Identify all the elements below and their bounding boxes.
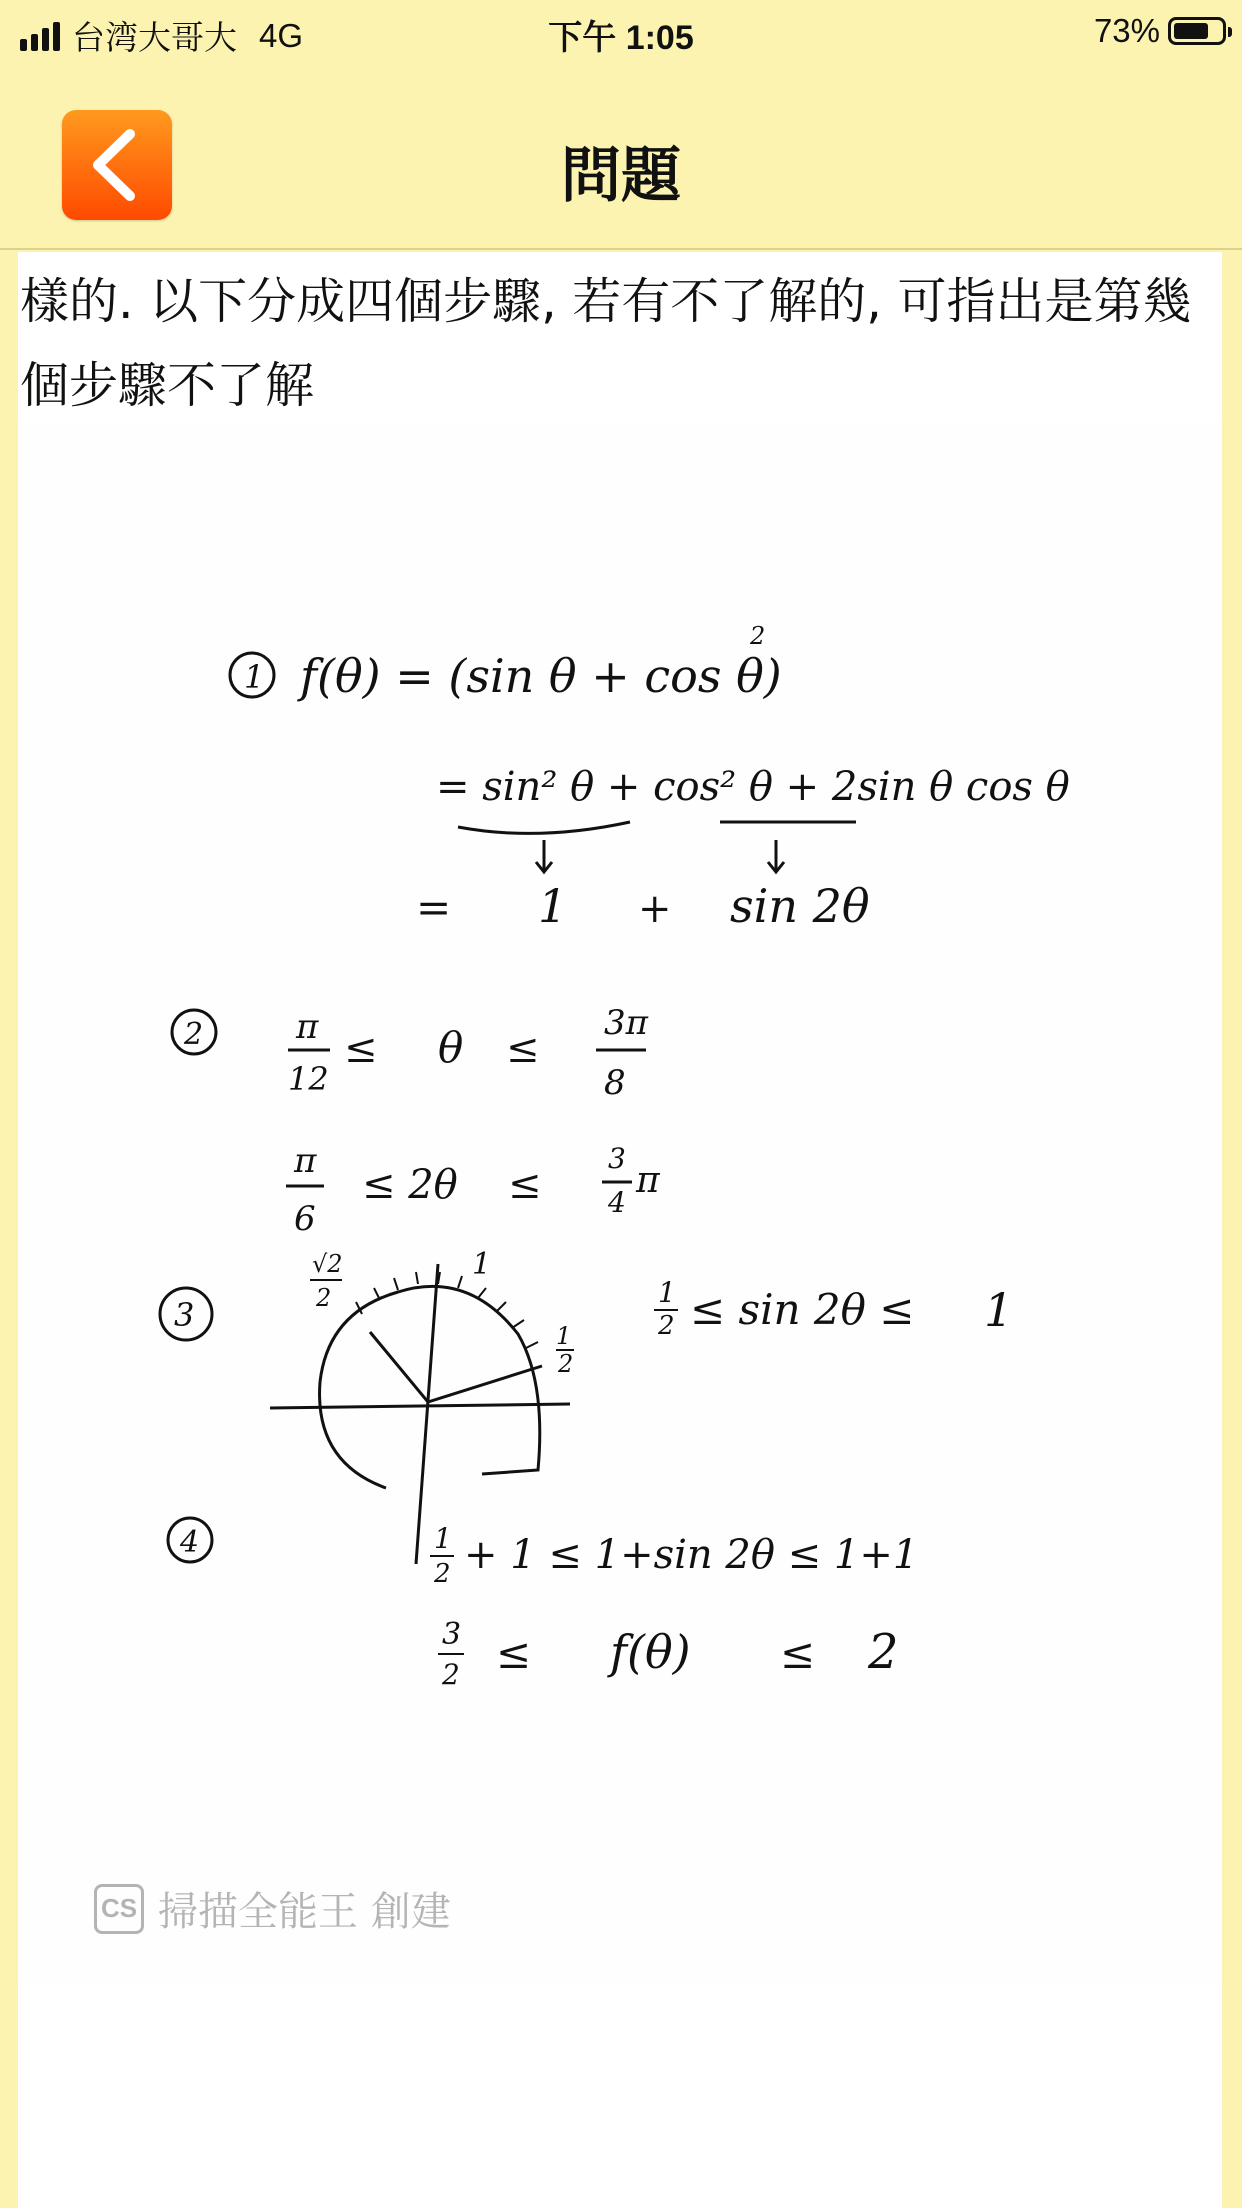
svg-text:sin 2θ: sin 2θ <box>730 879 870 933</box>
svg-text:3: 3 <box>442 1617 462 1652</box>
svg-text:12: 12 <box>288 1060 329 1098</box>
svg-text:1: 1 <box>984 1283 1014 1337</box>
svg-text:4: 4 <box>608 1186 626 1219</box>
svg-text:≤: ≤ <box>508 1162 542 1208</box>
step-1 <box>230 622 1070 933</box>
status-time: 下午 1:05 <box>548 19 694 57</box>
svg-text:+ 1 ≤ 1+sin 2θ ≤ 1+1: + 1 ≤ 1+sin 2θ ≤ 1+1 <box>464 1532 919 1578</box>
svg-text:2: 2 <box>442 1658 460 1691</box>
svg-text:1: 1 <box>658 1276 676 1309</box>
question-text: 樣的. 以下分成四個步驟, 若有不了解的, 可指出是第幾個步驟不了解 <box>20 273 1192 414</box>
svg-text:= sin² θ + cos² θ + 2sin θ cos: = sin² θ + cos² θ + 2sin θ cos θ <box>436 764 1070 810</box>
battery-icon <box>1168 17 1226 45</box>
navigation-bar <box>0 62 1242 250</box>
svg-text:1: 1 <box>434 1522 452 1555</box>
svg-text:4: 4 <box>180 1525 200 1560</box>
status-right <box>1094 12 1226 50</box>
page-title: 問題 <box>561 141 681 211</box>
battery-level <box>1174 23 1208 39</box>
svg-text:1: 1 <box>244 658 265 696</box>
status-bar <box>0 0 1242 62</box>
svg-text:≤: ≤ <box>344 1026 378 1072</box>
battery-percent: 73% <box>1093 12 1160 49</box>
svg-text:f(θ): f(θ) <box>610 1625 691 1679</box>
step-4 <box>168 1518 918 1691</box>
svg-text:3π: 3π <box>604 1003 648 1043</box>
svg-text:+: + <box>638 886 672 932</box>
network-label: 4G <box>259 16 304 54</box>
carrier-label: 台湾大哥大 <box>72 19 237 56</box>
svg-text:π: π <box>296 1007 319 1047</box>
svg-text:≤: ≤ <box>496 1629 532 1678</box>
svg-text:1: 1 <box>556 1322 572 1350</box>
svg-text:2: 2 <box>868 1624 899 1680</box>
step-3 <box>160 1247 1013 1564</box>
svg-text:π: π <box>294 1141 317 1181</box>
svg-text:2: 2 <box>558 1350 574 1378</box>
step-2 <box>172 1003 661 1239</box>
watermark-text: 掃描全能王 創建 <box>158 1889 451 1935</box>
scanner-watermark <box>94 1880 451 1937</box>
svg-text:6: 6 <box>294 1199 316 1239</box>
svg-text:3: 3 <box>174 1296 195 1334</box>
svg-text:2: 2 <box>658 1311 675 1341</box>
svg-text:≤ 2θ: ≤ 2θ <box>362 1162 458 1208</box>
svg-text:≤ sin 2θ ≤: ≤ sin 2θ ≤ <box>690 1285 915 1334</box>
svg-text:2: 2 <box>750 622 766 650</box>
svg-text:2: 2 <box>316 1284 332 1312</box>
svg-text:f(θ) = (sin θ + cos θ): f(θ) = (sin θ + cos θ) <box>300 649 782 703</box>
svg-text:≤: ≤ <box>780 1629 816 1678</box>
svg-text:3: 3 <box>608 1142 626 1175</box>
svg-text:θ: θ <box>438 1023 464 1072</box>
camscanner-logo-icon: CS <box>94 1884 144 1934</box>
svg-text:π: π <box>636 1160 660 1201</box>
svg-text:=: = <box>416 883 452 932</box>
handwritten-solution <box>18 422 1222 1982</box>
svg-text:8: 8 <box>604 1063 626 1103</box>
svg-text:1: 1 <box>538 879 568 933</box>
content-area <box>18 252 1222 2208</box>
svg-text:√2: √2 <box>312 1250 343 1278</box>
svg-text:≤: ≤ <box>506 1026 540 1072</box>
svg-text:2: 2 <box>184 1017 204 1052</box>
scanned-image <box>18 422 1222 1982</box>
svg-text:1: 1 <box>472 1247 492 1282</box>
svg-text:2: 2 <box>434 1559 451 1589</box>
